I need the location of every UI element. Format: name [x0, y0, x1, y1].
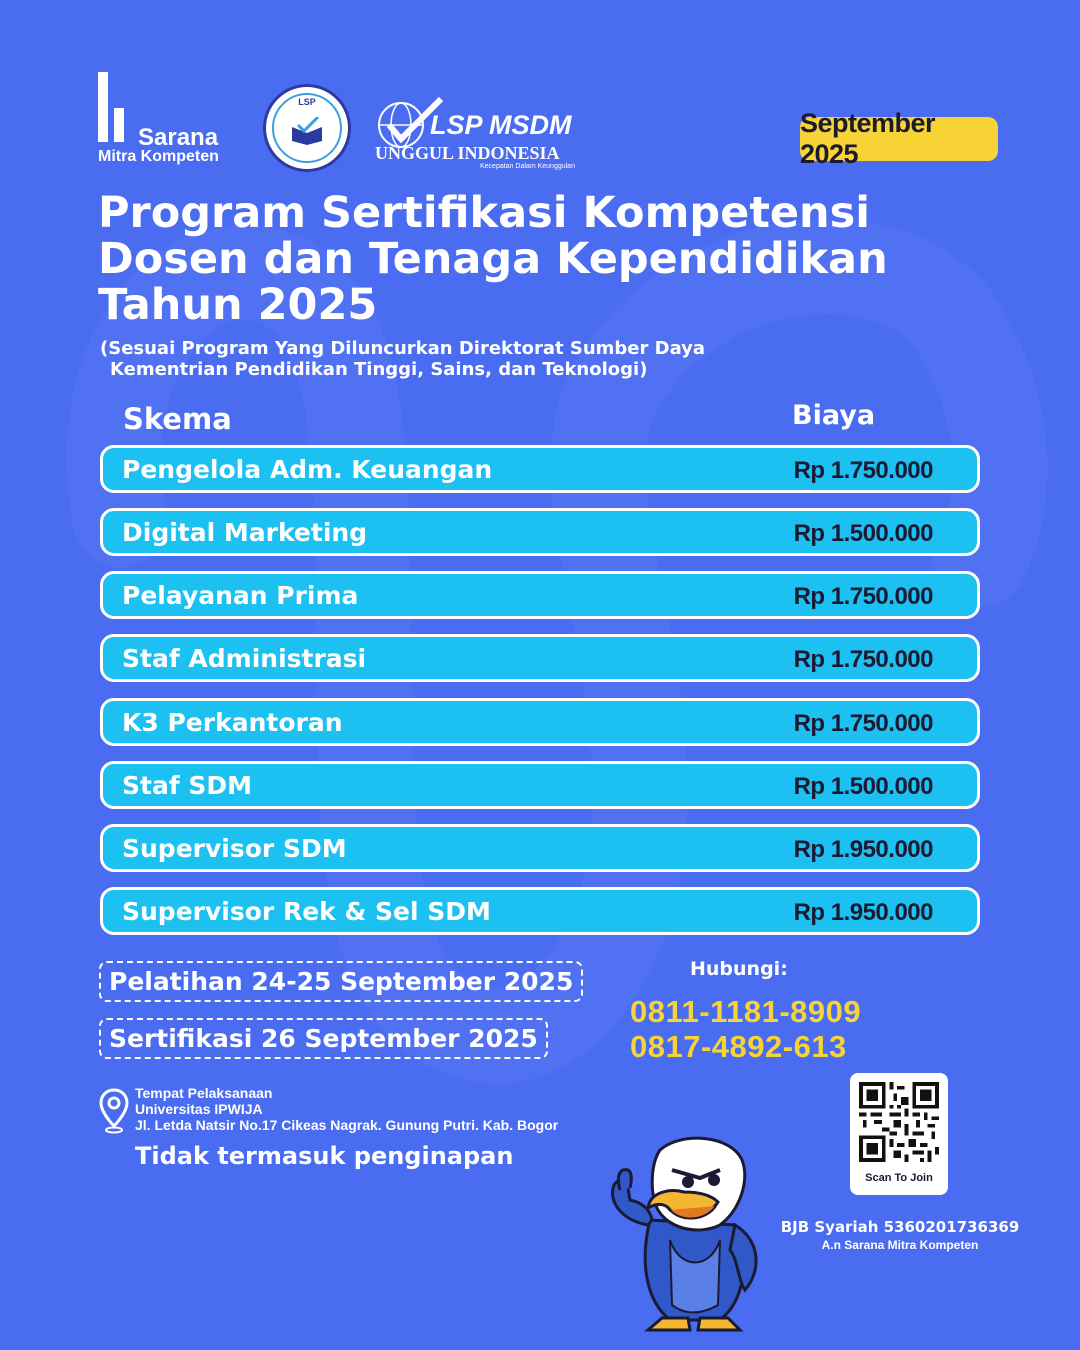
column-header-price: Biaya	[792, 400, 876, 431]
scheme-price: Rp 1.500.000	[793, 520, 933, 547]
qr-code-card[interactable]	[850, 1073, 948, 1195]
scheme-price: Rp 1.500.000	[793, 773, 933, 800]
venue-name: Universitas IPWIJA	[135, 1101, 263, 1117]
phone-number-1[interactable]: 0811-1181-8909	[630, 994, 862, 1029]
scheme-name: K3 Perkantoran	[122, 708, 343, 737]
bank-account: BJB Syariah 5360201736369	[780, 1218, 1020, 1236]
scheme-price: Rp 1.750.000	[793, 457, 933, 484]
qr-caption: Scan To Join	[865, 1172, 933, 1184]
scheme-row	[100, 508, 980, 556]
phone-number-2[interactable]: 0817-4892-613	[630, 1029, 847, 1064]
scheme-name: Staf SDM	[122, 771, 253, 800]
scheme-row	[100, 571, 980, 619]
venue-address: Jl. Letda Natsir No.17 Cikeas Nagrak. Gunung Putri. Kab. Bogor	[135, 1117, 559, 1133]
month-badge: September 2025	[800, 117, 998, 161]
column-header-scheme: Skema	[123, 402, 232, 436]
scheme-row	[100, 887, 980, 935]
scheme-price: Rp 1.950.000	[793, 836, 933, 863]
subtitle-line-1: (Sesuai Program Yang Diluncurkan Direktorat Sumber Daya	[100, 338, 706, 359]
title-line-3: Tahun 2025	[98, 280, 378, 330]
venue-info	[135, 1085, 558, 1133]
scheme-price: Rp 1.750.000	[793, 583, 933, 610]
scheme-price: Rp 1.950.000	[793, 899, 933, 926]
sarana-logo-sub: Mitra Kompeten	[98, 148, 219, 165]
lsp-msdm-sub: UNGGUL INDONESIA	[375, 143, 560, 163]
title-line-1: Program Sertifikasi Kompetensi	[98, 188, 870, 238]
bank-holder: A.n Sarana Mitra Kompeten	[821, 1238, 979, 1252]
scheme-name: Digital Marketing	[122, 518, 368, 547]
scheme-name: Pengelola Adm. Keuangan	[122, 455, 493, 484]
book-check-icon	[290, 117, 324, 145]
contact-label: Hubungi:	[690, 958, 788, 980]
sarana-logo	[98, 72, 248, 172]
venue-label: Tempat Pelaksanaan	[135, 1085, 273, 1101]
subtitle-line-2: Kementrian Pendidikan Tinggi, Sains, dan Teknologi)	[110, 359, 648, 380]
certification-date-box: Sertifikasi 26 September 2025	[99, 1018, 548, 1059]
scheme-price: Rp 1.750.000	[793, 646, 933, 673]
page-subtitle	[100, 338, 800, 380]
scheme-name: Supervisor Rek & Sel SDM	[122, 897, 491, 926]
scheme-row	[100, 761, 980, 809]
eagle-mascot-image	[600, 1130, 780, 1335]
scheme-row	[100, 824, 980, 872]
scheme-row	[100, 698, 980, 746]
accommodation-note: Tidak termasuk penginapan	[135, 1142, 514, 1170]
lsp-msdm-tagline: Kecepatan Dalam Keunggulan	[480, 163, 575, 170]
training-date-box: Pelatihan 24-25 September 2025	[99, 961, 583, 1002]
page-title	[98, 190, 998, 328]
scheme-row	[100, 634, 980, 682]
location-pin-icon	[99, 1088, 129, 1134]
scheme-price: Rp 1.750.000	[793, 710, 933, 737]
lsp-seal-text: LSP	[298, 97, 316, 107]
scheme-name: Pelayanan Prima	[122, 581, 359, 610]
lsp-seal-logo	[263, 84, 351, 172]
scheme-name: Supervisor SDM	[122, 834, 347, 863]
title-line-2: Dosen dan Tenaga Kependidikan	[98, 234, 888, 284]
scheme-name: Staf Administrasi	[122, 644, 367, 673]
qr-code-icon[interactable]	[859, 1082, 939, 1162]
sarana-bars-icon	[98, 72, 132, 142]
sarana-logo-name: Sarana	[138, 124, 219, 151]
lsp-msdm-logo	[375, 95, 575, 175]
lsp-msdm-title: LSP MSDM	[430, 110, 572, 140]
scheme-row	[100, 445, 980, 493]
